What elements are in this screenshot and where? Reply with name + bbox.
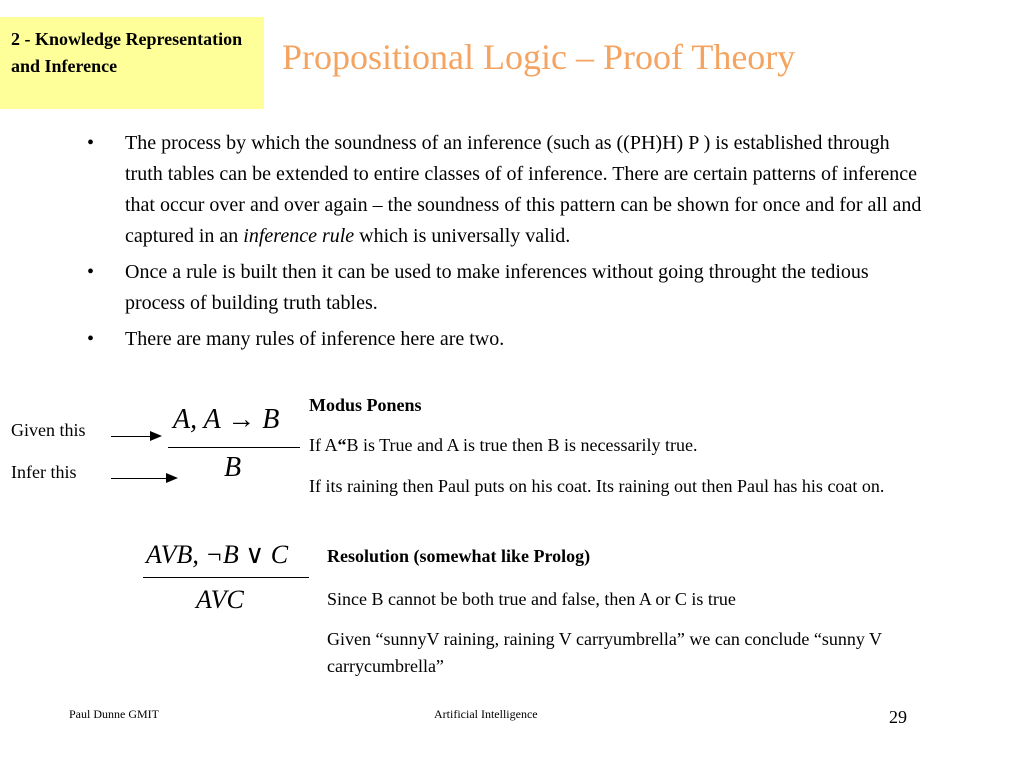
bullet-1-text-end: which is universally valid. xyxy=(354,225,571,247)
resolution-line-1: Since B cannot be both true and false, then A or C is true xyxy=(327,589,736,609)
bullet-1-text-pre: The process by which the soundness of an inference (such as ((P xyxy=(125,132,641,154)
modus-ponens-line-1 xyxy=(309,432,989,459)
bullet-item-3: • There are many rules of inference here are two. xyxy=(87,324,927,355)
inference-rule-term: inference rule xyxy=(243,225,355,247)
slide-title: Propositional Logic – Proof Theory xyxy=(282,37,796,77)
given-this-label: Given this xyxy=(11,420,86,440)
footer-author: Paul Dunne GMIT xyxy=(69,707,159,721)
resolution-example: Given “sunnyV raining, raining V carryumbrella” we can conclude “sunny V carrycumbrella” xyxy=(327,629,882,676)
resolution-title: Resolution (somewhat like Prolog) xyxy=(327,546,591,566)
infer-this-label: Infer this xyxy=(11,462,77,482)
modus-ponens-title: Modus Ponens xyxy=(309,395,422,415)
modus-ponens-conclusion: B xyxy=(224,452,242,483)
given-arrow-line xyxy=(111,436,153,437)
modus-ponens-implies-symbol: “ xyxy=(337,435,347,455)
bullet-1-text-mid-1: H) xyxy=(640,132,663,154)
modus-ponens-line-1-b: B is True and A is true then B is necessarily true. xyxy=(346,435,698,455)
footer-course: Artificial Intelligence xyxy=(434,707,538,721)
infer-arrow-line xyxy=(111,478,168,479)
modus-ponens-premise: A, A → B xyxy=(173,404,280,435)
resolution-premise: AVB, ¬B ∨ C xyxy=(146,540,289,569)
resolution-conclusion: AVC xyxy=(196,585,244,614)
section-label: 2 - Knowledge Representation and Inference xyxy=(11,29,243,76)
modus-ponens-line-1-a: If A xyxy=(309,435,338,455)
bullet-1-text-body: P ) is established through truth tables can be extended to entire classes of of inference. There are certain patterns of inference that occur over and over again – the soundness of this pattern can be shown for once and for all and captured in an xyxy=(125,132,922,247)
bullet-item-1 xyxy=(87,128,927,252)
given-arrow-icon xyxy=(150,431,162,441)
modus-ponens-example: If its raining then Paul puts on his coat. Its raining out then Paul has his coat on. xyxy=(309,476,885,496)
page-number: 29 xyxy=(889,707,907,727)
resolution-fraction-line xyxy=(143,577,309,578)
infer-arrow-icon xyxy=(166,473,178,483)
bullet-item-2: • Once a rule is built then it can be used to make inferences without going throught the tedious process of building truth tables. xyxy=(87,257,927,319)
modus-ponens-fraction-line xyxy=(168,447,300,448)
bullet-list xyxy=(87,128,927,360)
bullet-1-text-mid-2: H) xyxy=(662,132,689,154)
